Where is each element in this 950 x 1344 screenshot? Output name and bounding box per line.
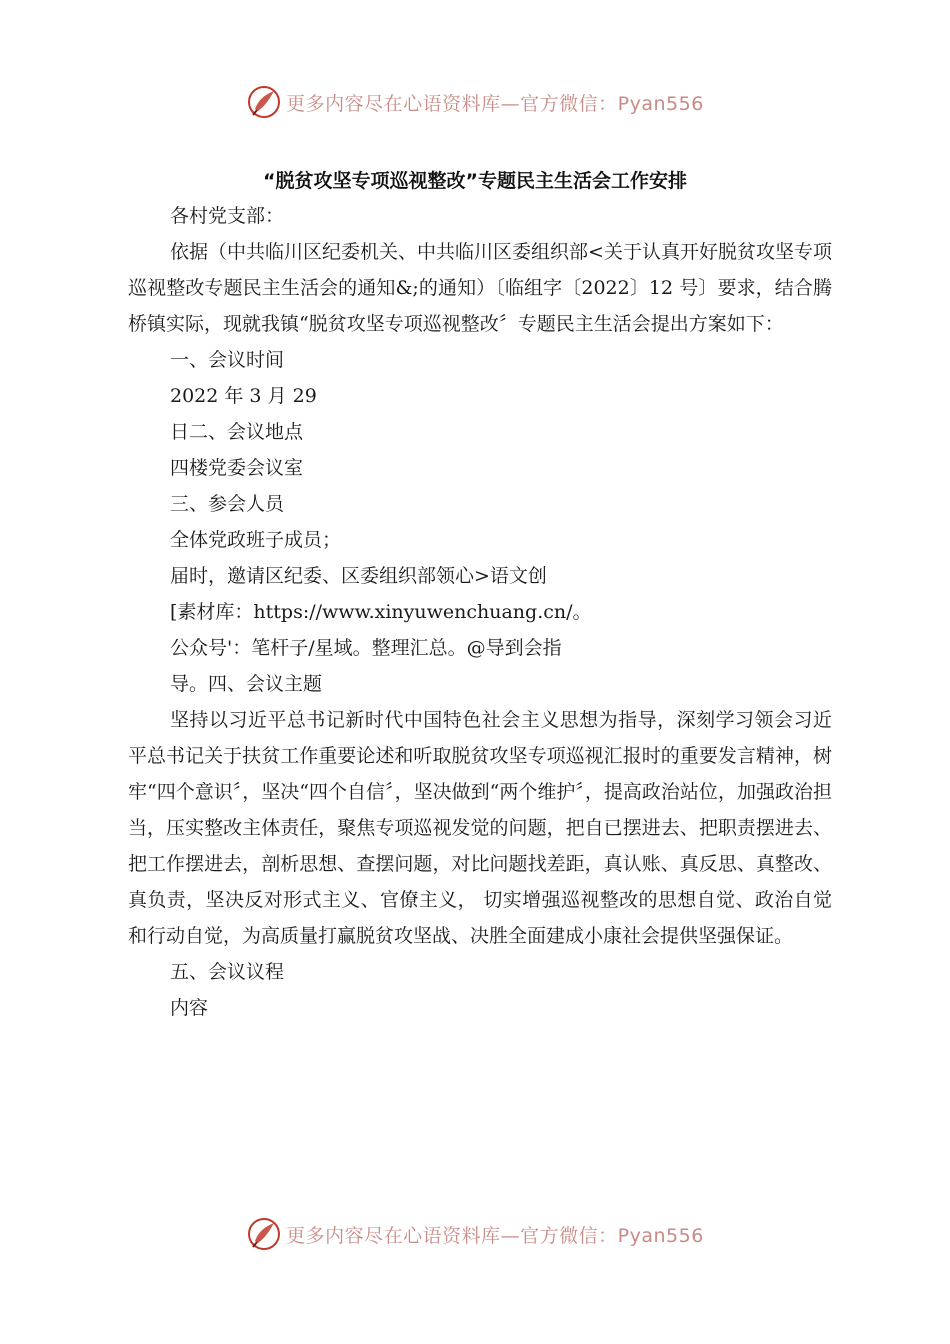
section-agenda: 五、会议议程 <box>170 961 285 983</box>
watermark-banner-top <box>0 82 950 122</box>
agenda-content: 内容 <box>170 997 209 1019</box>
salutation: 各村党支部： <box>170 205 285 227</box>
section-meeting-theme: 导。四、会议主题 <box>170 673 323 695</box>
source-url-line: [素材库：https://www.xinyuwenchuang.cn/。 <box>170 601 592 623</box>
meeting-date: 2022 年 3 月 29 <box>170 385 317 407</box>
wechat-id: Pyan556 <box>617 1224 704 1247</box>
meeting-place: 四楼党委会议室 <box>170 457 304 479</box>
watermark-banner-bottom <box>0 1214 950 1254</box>
intro-paragraph: 依据（中共临川区纪委机关、中共临川区委组织部<关于认真开好脱贫攻坚专项巡视整改专题民主生活会的通知&;的通知）〔临组字〔2022〕12 号〕要求，结合腾桥镇实际，现就我镇“脱贫攻坚专项巡视整改〞专题民主生活会提出方案如下： <box>128 241 832 335</box>
section-meeting-time: 一、会议时间 <box>170 349 285 371</box>
section-attendees: 三、参会人员 <box>170 493 285 515</box>
pen-logo-icon <box>246 84 282 120</box>
watermark-text: 更多内容尽在心语资料库—官方微信：Pyan556 <box>286 92 704 115</box>
invitation-line: 届时，邀请区纪委、区委组织部领心>语文创 <box>170 565 547 587</box>
theme-paragraph: 坚持以习近平总书记新时代中国特色社会主义思想为指导，深刻学习领会习近平总书记关于扶贫工作重要论述和听取脱贫攻坚专项巡视汇报时的重要发言精神，树牢“四个意识〞，坚决“四个自信〞，坚决做到“两个维护〞，提高政治站位，加强政治担当，压实整改主体责任，聚焦专项巡视发觉的问题，把自已摆进去、把职责摆进去、把工作摆进去，剖析思想、查摆问题，对比问题找差距，真认账、真反思、真整改、真负责，坚决反对形式主义、官僚主义， 切实增强巡视整改的思想自觉、政治自觉和行动自觉，为高质量打赢脱贫攻坚战、决胜全面建成小康社会提供坚强保证。 <box>128 709 832 947</box>
document-title: “脱贫攻坚专项巡视整改”专题民主生活会工作安排 <box>263 170 687 192</box>
watermark-text: 更多内容尽在心语资料库—官方微信：Pyan556 <box>286 1224 704 1247</box>
wechat-id: Pyan556 <box>617 92 704 115</box>
document-body <box>128 198 832 1026</box>
public-account-line: 公众号'：笔杆子/星域。整理汇总。@导到会指 <box>170 637 562 659</box>
pen-logo-icon <box>246 1216 282 1252</box>
attendees: 全体党政班子成员； <box>170 529 342 551</box>
section-meeting-place: 日二、会议地点 <box>170 421 304 443</box>
